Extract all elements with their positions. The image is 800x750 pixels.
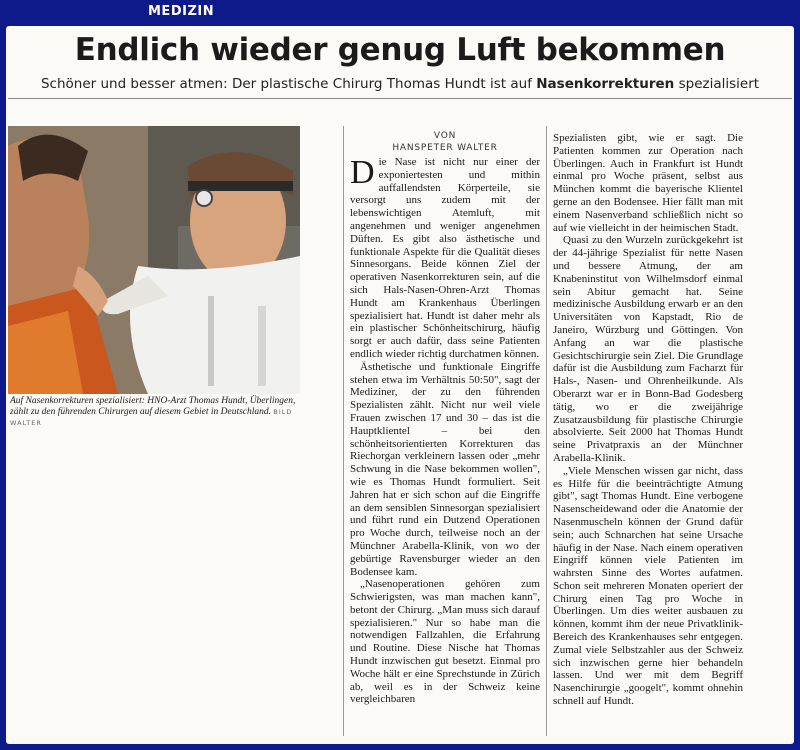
- byline-von: VON: [433, 131, 457, 141]
- article-page: [6, 26, 794, 744]
- subline-text: Schöner und besser atmen: Der plastische Chirurg Thomas Hundt ist auf: [40, 76, 537, 92]
- headline: Endlich wieder genug Luft bekommen: [74, 32, 726, 68]
- paragraph: Spezialisten gibt, wie er sagt. Die Patienten kommen zur Operation nach Überlingen. Auch in Frankfurt ist Hundt einmal pro Woche präsent, selbst aus München kommt die bayerische Klientel gerne an den Bodensee. Hier fällt man mit einem Nasenverband schließlich nicht so auf wie vielleicht in der heimischen Stadt.: [553, 132, 743, 234]
- photo-caption: [10, 396, 300, 429]
- subline-end: spezialisiert: [674, 76, 760, 92]
- article-column-1: [350, 156, 540, 706]
- paragraph-text: ie Nase ist nicht nur einer der exponiertesten und mithin auffallendsten Körperteile, sie versorgt uns zudem mit der lebenswichtigen Atemluft, mit angenehmen und weniger angenehmen Düften. Es gibt also ästhetische und funktionale Aspekte für die Qualität dieses Sinnesorgans. Beide können Ziel der operativen Nasenkorrekturen sein, auf die sich Hals-Nasen-Ohren-Arzt Thomas Hundt am Krankenhaus Überlingen spezialisiert hat. Hundt ist daher mehr als ein plastischer Schönheitschirurg, häufig sorgt er auch dafür, dass seine Patienten endlich wieder richtig durchatmen können.: [350, 156, 540, 360]
- paragraph: Ästhetische und funktionale Eingriffe stehen etwa im Verhältnis 50:50", sagt der Mediziner, der zu den führenden Spezialisten zählt. Nicht nur weil viele Frauen zwischen 17 und 30 – das ist die Hauptklientel – bei den schönheitsorientierten Korrekturen das Riechorgan verkleinern lassen oder „mehr Schwung in die Nase bekommen wollen", wie es Thomas Hundt formuliert. Seit Jahren hat er sich schon auf die Eingriffe an dem sensiblen Sinnesorgan spezialisiert und führt rund ein Dutzend Operationen pro Woche durch, teilweise noch an der Münchner Arabella-Klinik, von wo der gebürtige Ravensburger wieder an den Bodensee kam.: [350, 360, 540, 578]
- article-column-2: [553, 132, 743, 708]
- subline-keyword: Nasenkorrekturen: [536, 76, 675, 92]
- subline: [6, 76, 794, 92]
- photo-credit: BILD WALTER: [10, 408, 293, 427]
- paragraph: „Nasenoperationen gehören zum Schwierigsten, was man machen kann", betont der Chirurg. „Man muss sich darauf spezialisieren." Nur so habe man die notwendigen Fallzahlen, die Erfahrung und Routine. Diese Nische hat Thomas Hundt inzwischen gut besetzt. Einmal pro Woche hält er eine Sprechstunde in Zürich ab, weil es in der Schweiz keine vergleichbaren: [350, 578, 540, 706]
- doctor-examining-patient-image: [8, 126, 300, 394]
- section-label: MEDIZIN: [148, 4, 215, 19]
- caption-text: Auf Nasenkorrekturen spezialisiert: HNO-Arzt Thomas Hundt, Überlingen, zählt zu den führenden Chirurgen auf diesem Gebiet in Deutschland.: [10, 396, 296, 417]
- paragraph: [350, 156, 540, 361]
- column-divider: [343, 126, 344, 736]
- dropcap: D: [350, 154, 375, 191]
- paragraph: „Viele Menschen wissen gar nicht, dass es Hilfe für die beeinträchtigte Atmung gibt", sagt Thomas Hundt. Eine verbogene Nasenscheidewand oder die Anatomie der Nasenmuscheln können der Grund dafür sein; auch Schnarchen hat seine Ursache häufig in der Nase. Nach einem operativen Eingriff können viele Patienten im wahrsten Sinne des Wortes aufatmen. Schon seit mehreren Monaten operiert der Chirurg einen Tag pro Woche in Überlingen. Um dies weiter ausbauen zu können, kommt ihm der neue Privatklinik-Bereich des Krankenhauses sehr entgegen. Zumal viele Selbstzahler aus der Schweiz sich inzwischen gerne hier behandeln lassen. Und wer mit dem Begriff Nasenchirurgie „googelt", kommt ohnehin schnell auf Hundt.: [553, 464, 743, 708]
- paragraph: Quasi zu den Wurzeln zurückgekehrt ist der 44-jährige Spezialist für nette Nasen und bessere Atmung, der am Knabeninstitut von Wilhelmsdorf einmal sein Abitur gemacht hat. Seine medizinische Ausbildung erwarb er an den Universitäten von Kapstadt, Rio de Janeiro, Würzburg und Göttingen. Von Anfang an war die plastische Gesichtschirurgie sein Ziel. Die Grundlage dafür ist die Ausbildung zum Facharzt für Hals-, Nasen- und Ohrenheilkunde. Als Oberarzt war er in Bonn-Bad Godesberg tätig, wo er die zweijährige Zusatzausbildung für plastische Chirurgie absolvierte. Seit 2000 hat Thomas Hundt seine Privatpraxis an der Münchner Arabella-Klinik.: [553, 234, 743, 464]
- byline-author: HANSPETER WALTER: [392, 143, 498, 153]
- byline: [350, 130, 540, 154]
- article-photo: [8, 126, 300, 394]
- header-rule: [8, 98, 792, 99]
- column-divider: [546, 126, 547, 736]
